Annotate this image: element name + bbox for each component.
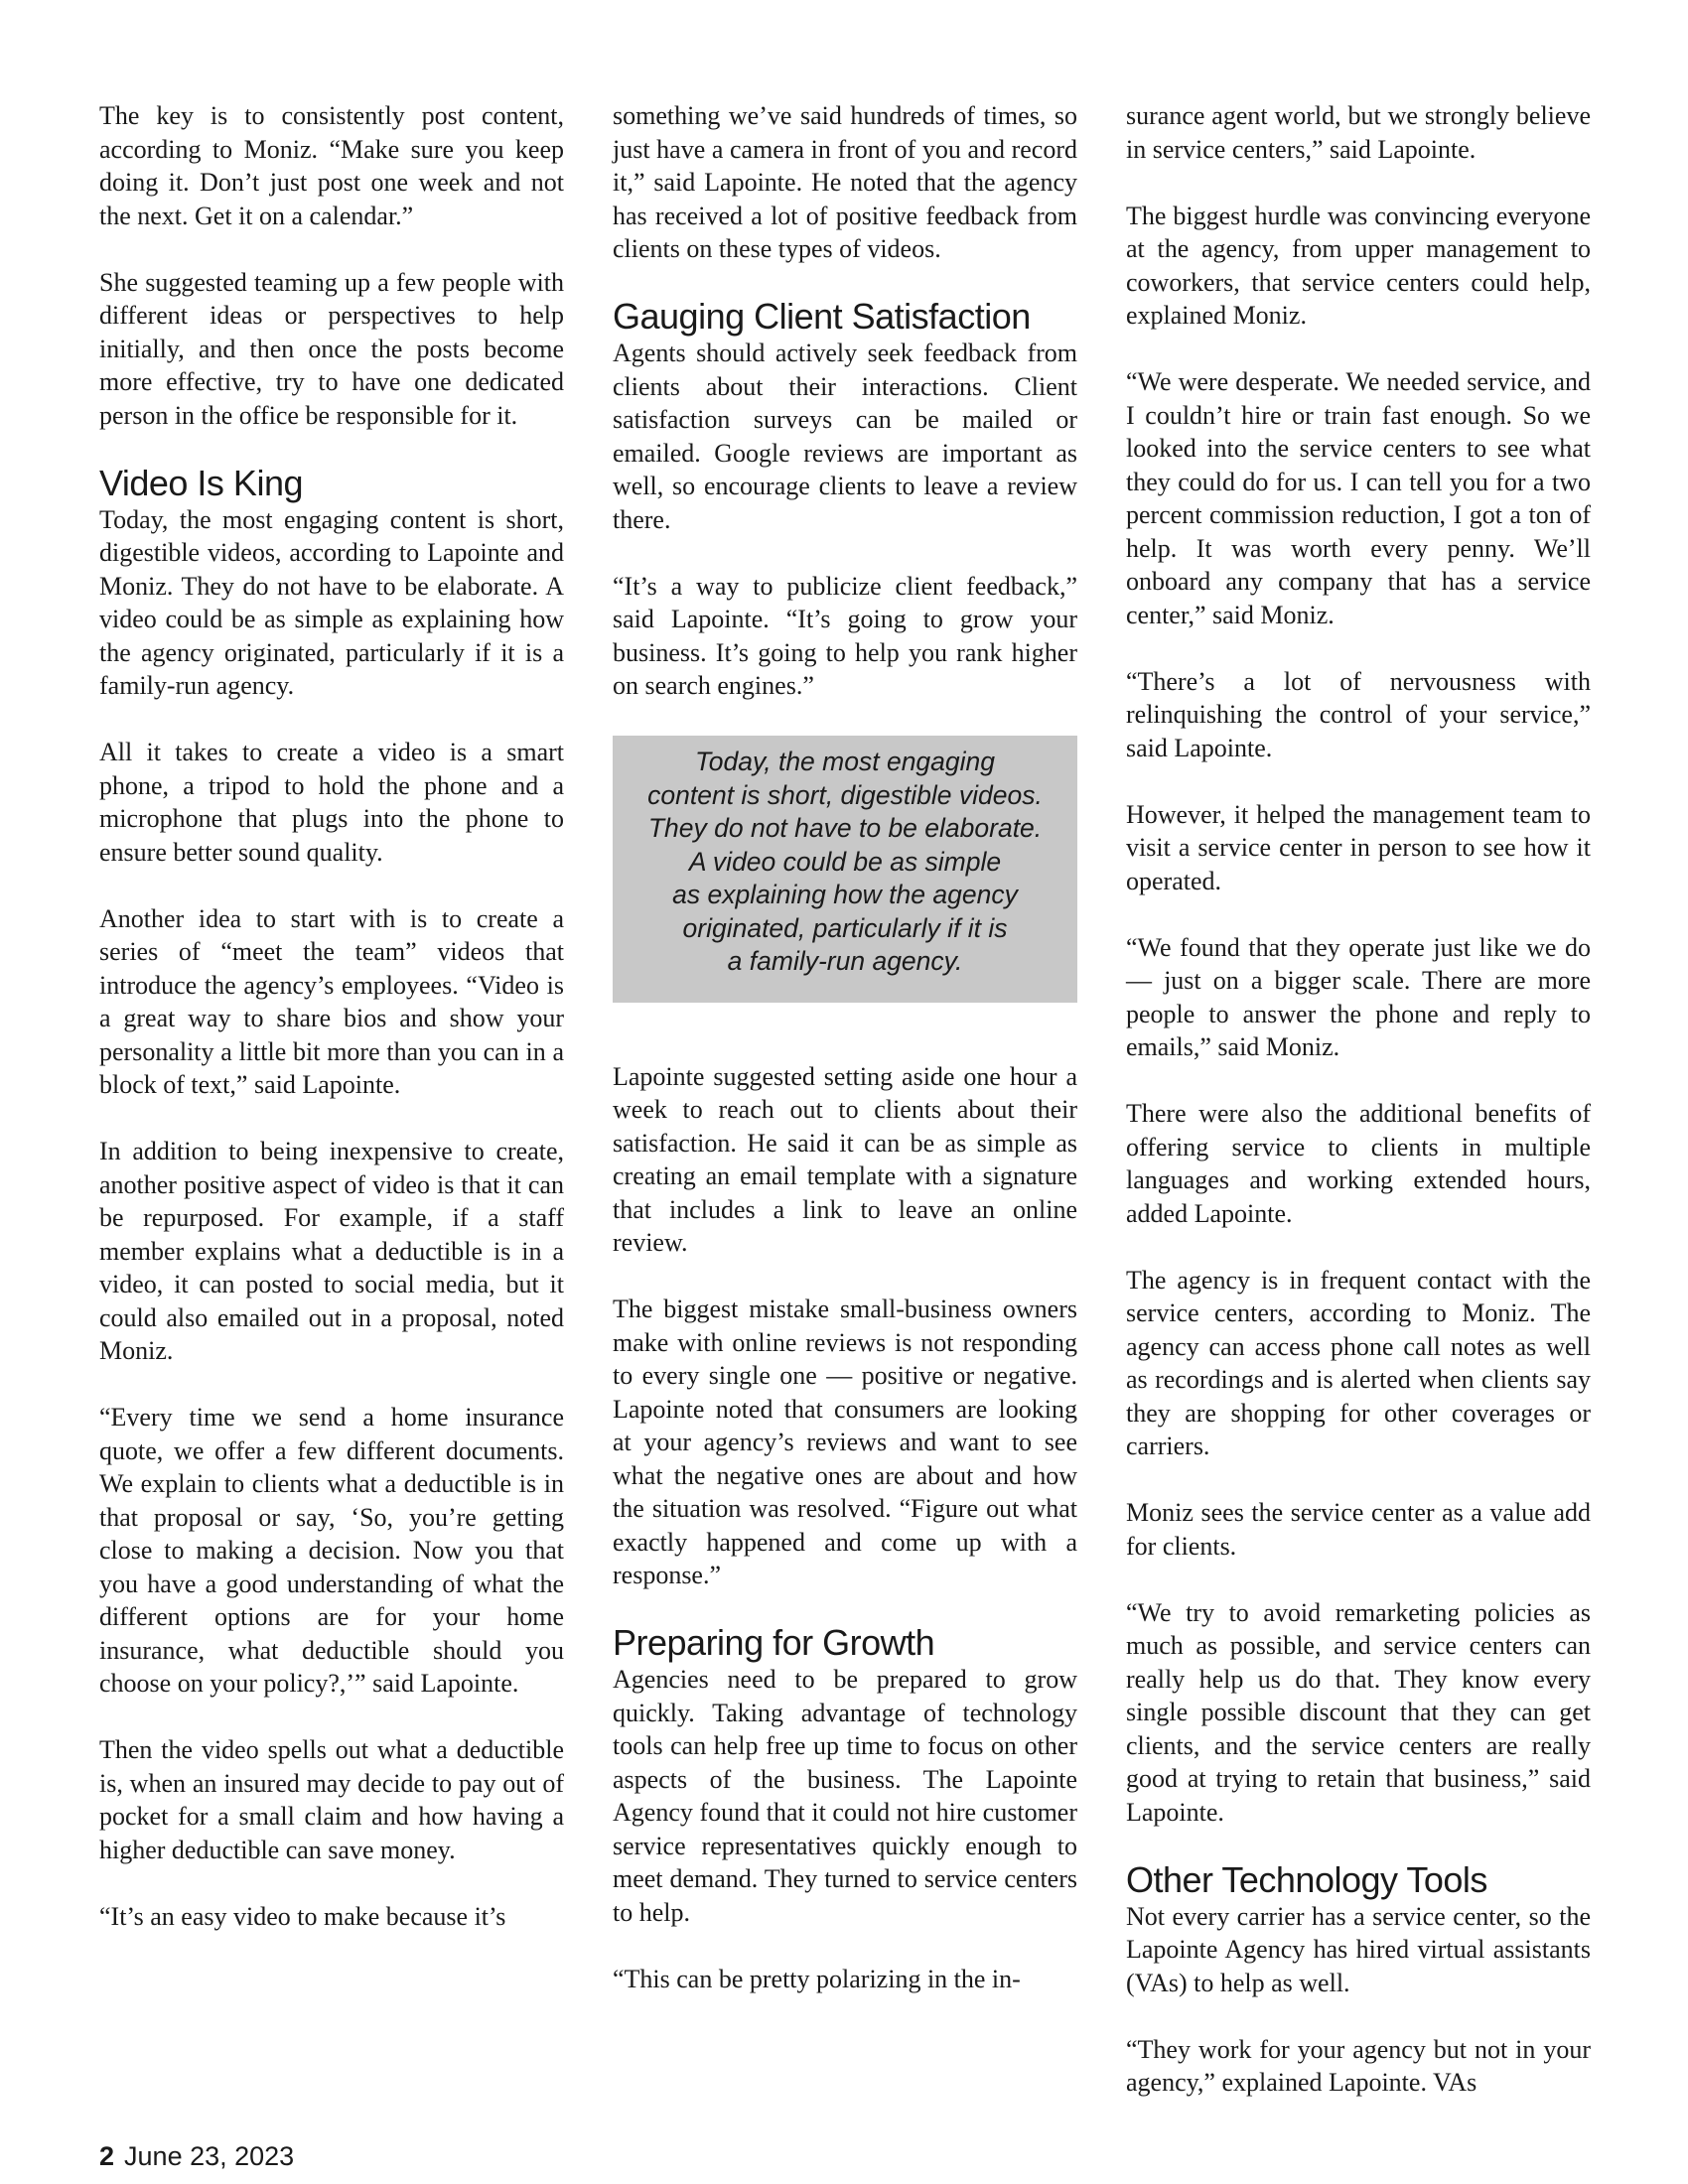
paragraph: She suggested teaming up a few people with different ideas or perspectives to help initially, and then once the posts become more effective, try to have one dedicated person in the office be responsible for it.: [99, 267, 564, 430]
page-number: 2: [99, 2141, 115, 2171]
paragraph: There were also the additional benefits of offering service to clients in multiple languages and working extended hours, added Lapointe.: [1126, 1099, 1591, 1228]
pull-quote-line: originated, particularly if it is: [682, 912, 1008, 943]
issue-date: June 23, 2023: [124, 2141, 295, 2171]
paragraph: The biggest hurdle was convincing everyone at the agency, from upper management to coworkers, that service centers could help, explained Moniz.: [1126, 201, 1591, 330]
article-column-3: [1126, 99, 1591, 2100]
pull-quote: [613, 736, 1077, 1003]
paragraph: The biggest mistake small-business owners make with online reviews is not responding to every single one — positive or negative. Lapointe noted that consumers are looking at your agency’s reviews and want to see what the negative ones are about and how the situation was resolved. “Figure out what exactly happened and come up with a response.”: [613, 1295, 1077, 1589]
pull-quote-line: A video could be as simple: [688, 846, 1002, 877]
pull-quote-line: They do not have to be elaborate.: [647, 813, 1043, 843]
article-column-2: [613, 99, 1077, 1995]
paragraph: “We were desperate. We needed service, and I couldn’t hire or train fast enough. So we looked into the service centers to see what they could do for us. I can tell you for a two percent commission reduction, I got a ton of help. It was worth every penny. We’ll onboard any company that has a service center,” said Moniz.: [1126, 367, 1591, 629]
paragraph: “We try to avoid remarketing policies as much as possible, and service centers can really help us do that. They know every single possible discount that they can get clients, and the service centers are really good at trying to retain that business,” said Lapointe.: [1126, 1597, 1591, 1827]
pull-quote-line: a family-run agency.: [727, 946, 963, 976]
paragraph: surance agent world, but we strongly believe in service centers,” said Lapointe.: [1126, 101, 1591, 164]
paragraph: “We found that they operate just like we do — just on a bigger scale. There are more people to answer the phone and reply to emails,” said Moniz.: [1126, 932, 1591, 1061]
paragraph: Another idea to start with is to create a series of “meet the team” videos that introduce the agency’s employees. “Video is a great way to share bios and show your personality a little bit more than you can in a block of text,” said Lapointe.: [99, 903, 564, 1099]
article-column-1: [99, 99, 564, 1933]
paragraph: The agency is in frequent contact with the service centers, according to Moniz. The agency can access phone call notes as well as recordings and is alerted when clients say they are shopping for other coverages or carriers.: [1126, 1265, 1591, 1460]
paragraph: Lapointe suggested setting aside one hour a week to reach out to clients about their satisfaction. He said it can be as simple as creating an email template with a signature that includes a link to leave an online review.: [613, 1061, 1077, 1257]
paragraph: “There’s a lot of nervousness with relinquishing the control of your service,” said Lapointe.: [1126, 666, 1591, 762]
paragraph: “This can be pretty polarizing in the in-: [613, 1964, 1021, 1993]
section-heading-gauging-client-satisfaction: Gauging Client Satisfaction: [613, 296, 1031, 337]
pull-quote-line: content is short, digestible videos.: [647, 779, 1043, 810]
paragraph: “It’s a way to publicize client feedback,” said Lapointe. “It’s going to grow your business. It’s going to help you rank higher on search engines.”: [613, 571, 1077, 700]
paragraph: Moniz sees the service center as a value add for clients.: [1126, 1498, 1591, 1561]
section-heading-preparing-for-growth: Preparing for Growth: [613, 1622, 935, 1663]
paragraph: All it takes to create a video is a smart phone, a tripod to hold the phone and a microphone that plugs into the phone to ensure better sound quality.: [99, 738, 564, 867]
paragraph: “They work for your agency but not in your agency,” explained Lapointe. VAs: [1126, 2034, 1591, 2097]
paragraph: Then the video spells out what a deductible is, when an insured may decide to pay out of pocket for a small claim and how having a higher deductible can save money.: [99, 1735, 564, 1864]
paragraph: Today, the most engaging content is short, digestible videos, according to Lapointe and Moniz. They do not have to be elaborate. A video could be as simple as explaining how the agency originated, particularly if it is a family-run agency.: [99, 504, 564, 700]
paragraph: In addition to being inexpensive to create, another positive aspect of video is that it can be repurposed. For example, if a staff member explains what a deductible is in a video, it can posted to social media, but it could also emailed out in a proposal, noted Moniz.: [99, 1137, 564, 1365]
pull-quote-line: as explaining how the agency: [672, 880, 1018, 909]
page-footer: [99, 2140, 294, 2172]
section-heading-other-technology-tools: Other Technology Tools: [1126, 1858, 1487, 1900]
paragraph: something we’ve said hundreds of times, so just have a camera in front of you and record it,” said Lapointe. He noted that the agency has received a lot of positive feedback from clients on these types of videos.: [613, 101, 1077, 263]
paragraph: However, it helped the management team to visit a service center in person to see how it operated.: [1126, 799, 1591, 895]
paragraph: “Every time we send a home insurance quote, we offer a few different documents. We explain to clients what a deductible is in that proposal or say, ‘So, you’re getting close to making a decision. Now you that you have a good understanding of what the different options are for your home insurance, what deductible should you choose on your policy?,’” said Lapointe.: [99, 1403, 564, 1698]
paragraph: “It’s an easy video to make because it’s: [99, 1901, 506, 1931]
paragraph: Agents should actively seek feedback from clients about their interactions. Client satisfaction surveys can be mailed or emailed. Google reviews are important as well, so encourage clients to leave a review there.: [613, 339, 1077, 534]
paragraph: The key is to consistently post content, according to Moniz. “Make sure you keep doing it. Don’t just post one week and not the next. Get it on a calendar.”: [99, 101, 564, 230]
section-heading-video-is-king: Video Is King: [99, 462, 303, 503]
paragraph: Agencies need to be prepared to grow quickly. Taking advantage of technology tools can help free up time to focus on other aspects of the business. The Lapointe Agency found that it could not hire customer service representatives quickly enough to meet demand. They turned to service centers to help.: [613, 1665, 1077, 1927]
pull-quote-line: Today, the most engaging: [694, 747, 996, 776]
paragraph: Not every carrier has a service center, so the Lapointe Agency has hired virtual assistants (VAs) to help as well.: [1126, 1901, 1591, 1997]
